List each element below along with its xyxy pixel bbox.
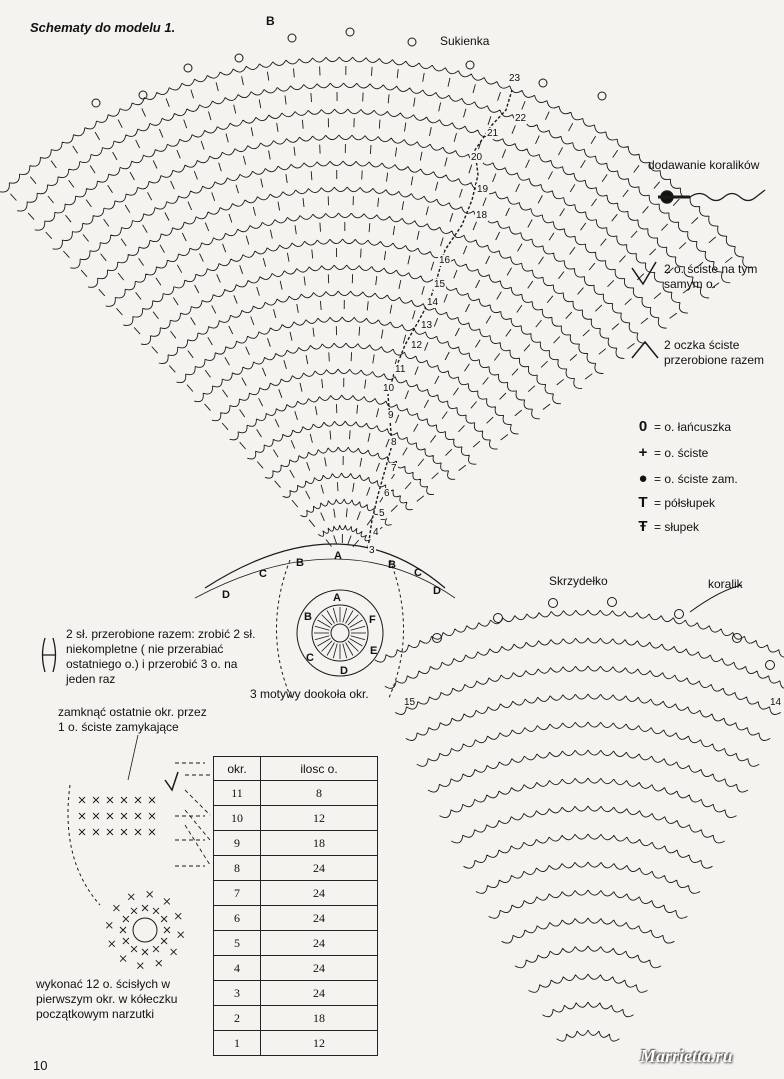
page-number: 10 [33, 1058, 48, 1073]
cell-round: 9 [214, 831, 261, 856]
dress-row-number: 18 [476, 210, 488, 221]
motif-letter: D [340, 665, 348, 677]
table-row [214, 1006, 378, 1031]
cell-count: 12 [261, 806, 378, 831]
dress-row-number: 21 [487, 128, 499, 139]
dress-row-number: 23 [509, 73, 521, 84]
dress-bottom-letter: D [222, 589, 230, 601]
dress-chart [0, 28, 751, 598]
dress-row-number: 7 [391, 463, 397, 474]
dress-row-number: 11 [395, 364, 406, 375]
slip-stitch-icon: ● [638, 470, 648, 487]
motif-circle [276, 560, 403, 700]
legend-v-text: 2 o. ściste na tym samym o. [664, 262, 758, 291]
legend-half-double [632, 494, 715, 511]
half-double-icon: T [638, 494, 648, 511]
dress-row-number: 10 [383, 383, 395, 394]
single-crochet-icon: + [638, 444, 648, 461]
dress-bottom-letter: A [334, 550, 342, 562]
dress-row-number: 3 [369, 545, 375, 556]
wing-bead-label: koralik [708, 577, 743, 591]
table-row [214, 981, 378, 1006]
table-row [214, 906, 378, 931]
dress-row-number: 13 [421, 320, 433, 331]
legend-chain [632, 418, 731, 435]
dress-bottom-letter: C [414, 567, 422, 579]
cell-round: 8 [214, 856, 261, 881]
header-round: okr. [214, 757, 261, 781]
page-title: Schematy do modelu 1. [30, 20, 176, 35]
legend-single-text: = o. ściste [654, 445, 709, 460]
dress-row-number: 4 [373, 527, 379, 538]
start-ring-chart [68, 735, 210, 969]
cell-round: 2 [214, 1006, 261, 1031]
chain-icon: 0 [638, 418, 648, 435]
cell-round: 7 [214, 881, 261, 906]
wing-row-left: 15 [404, 697, 416, 708]
cell-round: 6 [214, 906, 261, 931]
motif-letter: B [304, 611, 312, 623]
motif-caption: 3 motywy dookoła okr. [250, 687, 369, 701]
dress-row-number: 20 [471, 152, 483, 163]
start-note: wykonać 12 o. ścisłych w pierwszym okr. w kółeczku początkowym narzutki [36, 977, 178, 1021]
cell-round: 3 [214, 981, 261, 1006]
motif-letter: E [370, 645, 378, 657]
dress-row-number: 19 [477, 184, 489, 195]
motif-letter: C [306, 652, 314, 664]
dress-row-number: 14 [427, 297, 439, 308]
cell-round: 5 [214, 931, 261, 956]
cell-round: 4 [214, 956, 261, 981]
dress-bottom-letter: D [433, 585, 441, 597]
dress-row-number: 16 [439, 255, 451, 266]
cell-count: 24 [261, 981, 378, 1006]
wing-chart [375, 585, 784, 1041]
cell-count: 24 [261, 856, 378, 881]
cell-count: 18 [261, 1006, 378, 1031]
table-header-row [214, 757, 378, 781]
legend-slip-text: = o. ściste zam. [654, 471, 738, 486]
dress-row-number: 15 [434, 279, 446, 290]
cell-round: 1 [214, 1031, 261, 1056]
dress-row-number: 6 [384, 488, 390, 499]
cell-count: 12 [261, 1031, 378, 1056]
table-row [214, 881, 378, 906]
legend-chain-text: = o. łańcuszka [654, 419, 732, 434]
table-row [214, 831, 378, 856]
table-row [214, 1031, 378, 1056]
legend-inverted-v-text: 2 oczka ściste przerobione razem [664, 338, 765, 367]
dress-bottom-letter: C [259, 568, 267, 580]
rounds-table [213, 756, 378, 1056]
legend-slip [632, 470, 738, 487]
cell-count: 24 [261, 931, 378, 956]
cell-round: 10 [214, 806, 261, 831]
legend-single [632, 444, 708, 461]
table-row [214, 956, 378, 981]
cell-count: 24 [261, 956, 378, 981]
table-row [214, 781, 378, 806]
cell-round: 11 [214, 781, 261, 806]
dress-row-number: 5 [379, 508, 385, 519]
cell-count: 18 [261, 831, 378, 856]
dress-corner-letter: B [266, 14, 275, 28]
wing-label: Skrzydełko [549, 574, 608, 588]
wing-row-right: 14 [770, 697, 782, 708]
dress-label: Sukienka [440, 34, 490, 48]
watermark: Marrietta.ru [640, 1046, 733, 1066]
legend-double [632, 518, 699, 535]
motif-letter: A [333, 592, 341, 604]
legend-double-text: = słupek [654, 519, 700, 534]
cell-count: 24 [261, 881, 378, 906]
double-crochet-icon: Ŧ [638, 518, 648, 535]
header-stitch-count: ilosc o. [261, 757, 378, 781]
dress-row-number: 8 [391, 437, 397, 448]
table-body [214, 781, 378, 1056]
together-note: 2 sł. przerobione razem: zrobić 2 sł. niekompletne ( nie przerabiać ostatniego o.) i przerobić 3 o. na jeden raz [66, 627, 256, 686]
dress-bottom-letter: B [388, 559, 396, 571]
table-row [214, 856, 378, 881]
cell-count: 8 [261, 781, 378, 806]
close-note: zamknąć ostatnie okr. przez 1 o. ściste zamykające [58, 705, 207, 734]
legend-half-double-text: = półsłupek [654, 495, 716, 510]
dress-bottom-letter: B [296, 557, 304, 569]
table-row [214, 931, 378, 956]
table-row [214, 806, 378, 831]
cell-count: 24 [261, 906, 378, 931]
dress-row-number: 9 [388, 410, 394, 421]
motif-letter: F [369, 614, 376, 626]
dress-row-number: 12 [411, 340, 423, 351]
dress-row-number: 22 [515, 113, 527, 124]
beads-label: dodawanie koralików [648, 158, 760, 172]
